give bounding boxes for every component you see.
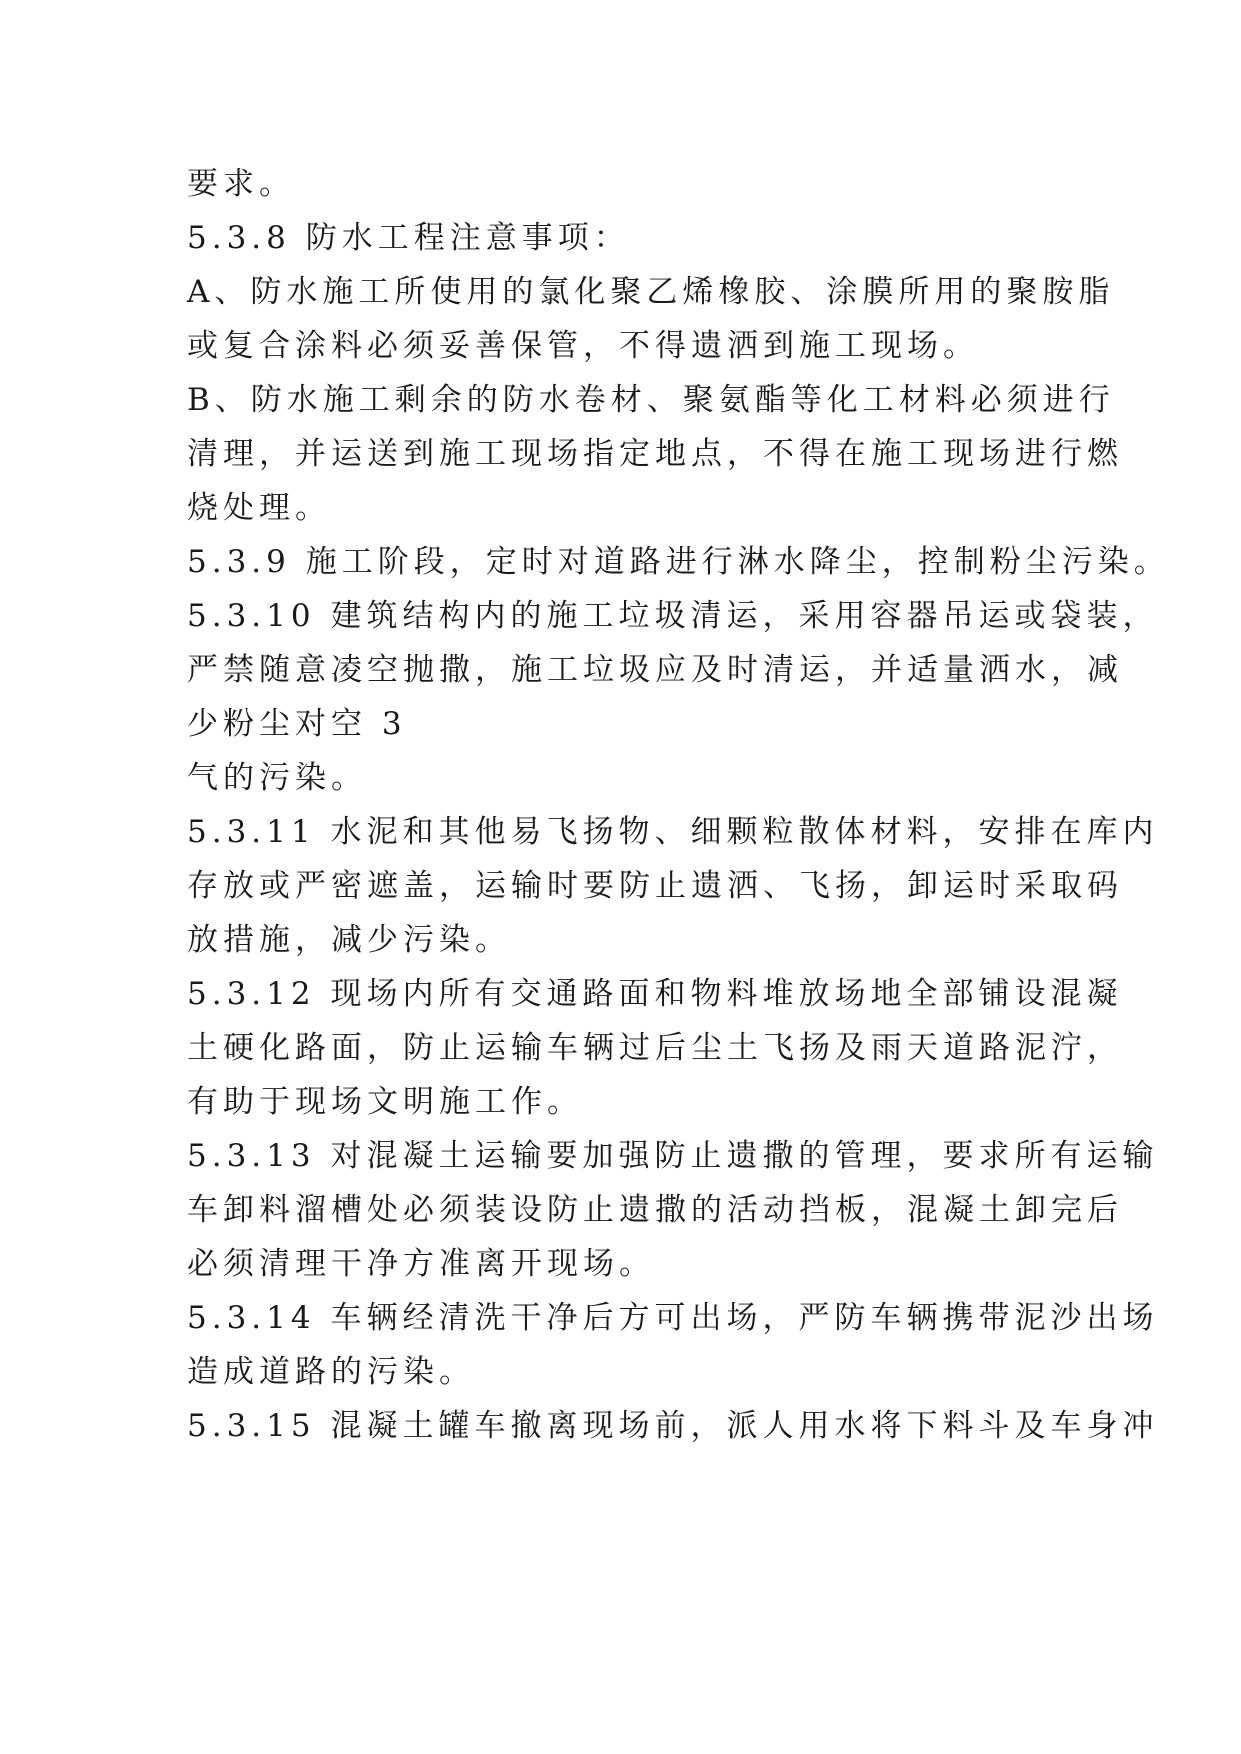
clause-5-3-13-line-3: 必须清理干净方准离开现场。 — [187, 1246, 655, 1282]
item-b-line-1: B、防水施工剩余的防水卷材、聚氨酯等化工材料必须进行 — [187, 382, 1115, 418]
item-b-line-3: 烧处理。 — [187, 490, 331, 526]
item-a-line-1: A、防水施工所使用的氯化聚乙烯橡胶、涂膜所用的聚胺脂 — [187, 274, 1115, 310]
clause-5-3-10-line-4: 气的污染。 — [187, 760, 367, 796]
clause-5-3-10-line-2: 严禁随意凌空抛撒，施工垃圾应及时清运，并适量洒水，减 — [187, 652, 1123, 688]
item-a-line-2: 或复合涂料必须妥善保管，不得遗洒到施工现场。 — [187, 328, 979, 364]
text-line-continuation-requirements: 要求。 — [187, 166, 295, 202]
clause-5-3-14-line-2: 造成道路的污染。 — [187, 1354, 475, 1390]
clause-5-3-15-line-1: 5.3.15 混凝土罐车撤离现场前，派人用水将下料斗及车身冲 — [187, 1408, 1159, 1444]
clause-5-3-11-line-3: 放措施，减少污染。 — [187, 922, 511, 958]
clause-5-3-11-line-2: 存放或严密遮盖，运输时要防止遗洒、飞扬，卸运时采取码 — [187, 868, 1123, 904]
clause-5-3-12-line-2: 土硬化路面，防止运输车辆过后尘土飞扬及雨天道路泥泞， — [187, 1030, 1123, 1066]
clause-5-3-12-line-3: 有助于现场文明施工作。 — [187, 1084, 583, 1120]
clause-5-3-13-line-1: 5.3.13 对混凝土运输要加强防止遗撒的管理，要求所有运输 — [187, 1138, 1159, 1174]
clause-5-3-13-line-2: 车卸料溜槽处必须装设防止遗撒的活动挡板，混凝土卸完后 — [187, 1192, 1123, 1228]
clause-5-3-12-line-1: 5.3.12 现场内所有交通路面和物料堆放场地全部铺设混凝 — [187, 976, 1123, 1012]
clause-5-3-10-line-3: 少粉尘对空 3 — [187, 706, 407, 742]
clause-5-3-14-line-1: 5.3.14 车辆经清洗干净后方可出场，严防车辆携带泥沙出场 — [187, 1300, 1159, 1336]
clause-5-3-10-line-1: 5.3.10 建筑结构内的施工垃圾清运，采用容器吊运或袋装， — [187, 598, 1159, 634]
clause-5-3-11-line-1: 5.3.11 水泥和其他易飞扬物、细颗粒散体材料，安排在库内 — [187, 814, 1159, 850]
section-heading-5-3-8: 5.3.8 防水工程注意事项： — [187, 220, 630, 256]
clause-5-3-9: 5.3.9 施工阶段，定时对道路进行淋水降尘，控制粉尘污染。 — [187, 544, 1170, 580]
item-b-line-2: 清理，并运送到施工现场指定地点，不得在施工现场进行燃 — [187, 436, 1123, 472]
